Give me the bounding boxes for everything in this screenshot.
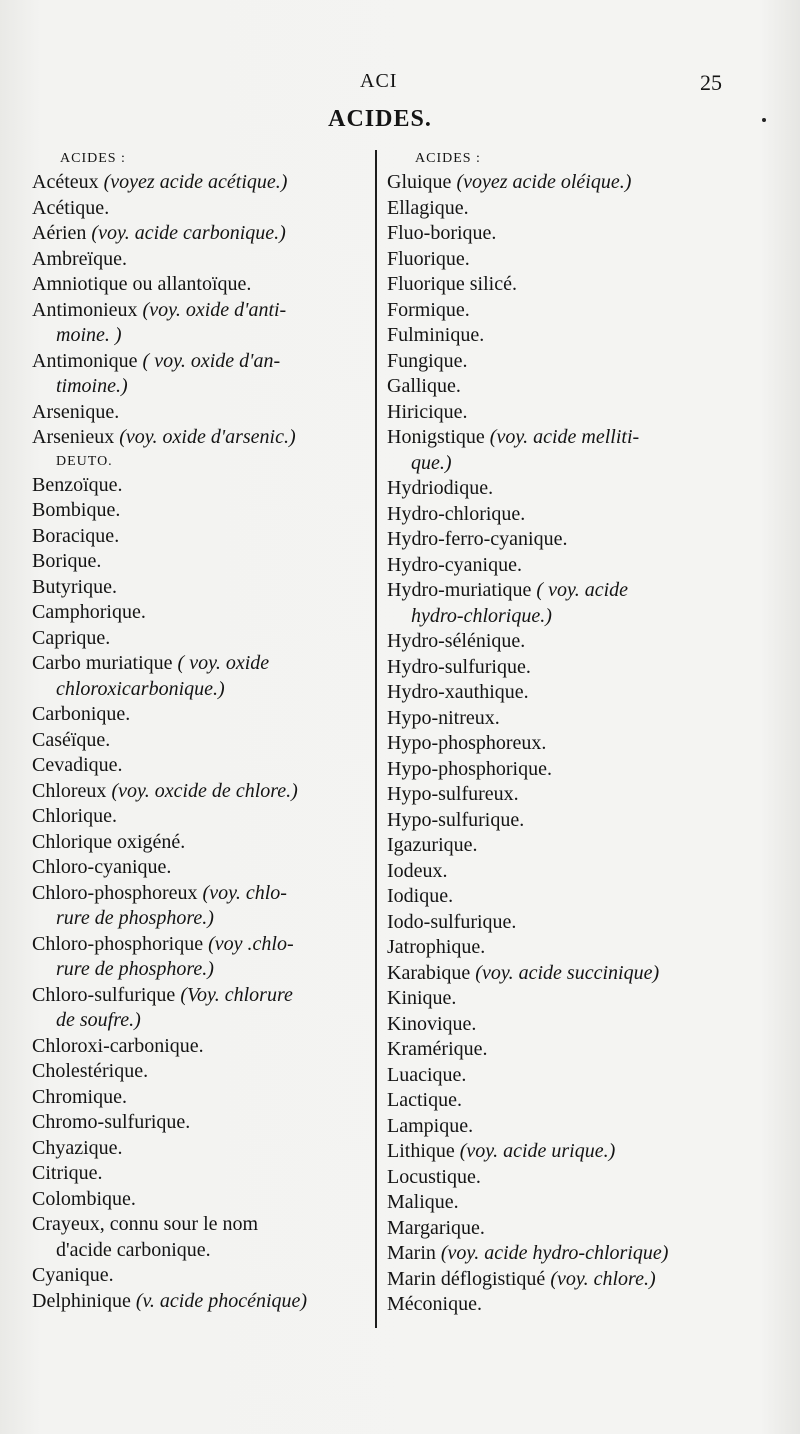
acid-entry — [32, 1110, 370, 1136]
acid-name: Hydro-xauthique. — [387, 681, 529, 703]
acid-name: Chloroxi-carbonique. — [32, 1034, 204, 1057]
acid-entry — [387, 884, 732, 910]
acid-name: Citrique. — [32, 1162, 103, 1184]
acid-name: Hydro-chlorique. — [387, 502, 526, 525]
acid-entry — [387, 655, 732, 681]
acid-name: Acéteux — [32, 171, 99, 193]
acid-entry — [32, 626, 370, 652]
acid-entry — [387, 1063, 732, 1089]
acid-entry — [32, 170, 370, 196]
acid-name: Fungique. — [387, 349, 468, 372]
acid-entry — [387, 527, 732, 553]
acid-name: Lampique. — [387, 1114, 474, 1137]
acid-name: Acétique. — [32, 196, 110, 219]
cross-reference-continuation: rure de phosphore.) — [56, 958, 214, 980]
acid-name: Hydro-cyanique. — [387, 553, 522, 576]
acid-name: Cevadique. — [32, 754, 123, 776]
cross-reference: (voyez acide oléique.) — [456, 171, 632, 193]
acid-entry — [32, 298, 370, 349]
acid-entry — [32, 728, 370, 754]
acid-name: Hydro-muriatique — [387, 579, 532, 601]
acid-name: Hydro-sulfurique. — [387, 655, 531, 678]
cross-reference-continuation: hydro-chlorique.) — [411, 604, 552, 627]
right-column — [387, 148, 732, 1318]
acid-entry — [32, 651, 370, 702]
cross-reference: (v. acide phocénique) — [135, 1289, 308, 1312]
acid-entry — [387, 1241, 732, 1267]
acid-entry — [387, 833, 732, 859]
acid-name: Gluique — [387, 171, 452, 193]
acid-entry — [32, 425, 370, 451]
acid-name: Caprique. — [32, 626, 111, 649]
acid-entry — [387, 757, 732, 783]
acid-name: Malique. — [387, 1191, 459, 1213]
acid-name: Kramérique. — [387, 1038, 488, 1060]
acid-name: Hypo-phosphorique. — [387, 757, 552, 780]
acid-entry — [32, 400, 370, 426]
acid-name: Cholestérique. — [32, 1060, 149, 1082]
acid-entry — [387, 298, 732, 324]
acid-entry — [387, 1190, 732, 1216]
acid-entry — [32, 600, 370, 626]
acid-name: Iodeux. — [387, 859, 448, 882]
acid-entry — [387, 553, 732, 579]
acid-name: Antimonique — [32, 349, 138, 372]
acid-entry — [387, 247, 732, 273]
acid-entry — [387, 221, 732, 247]
acid-entry — [32, 272, 370, 298]
acid-name: Butyrique. — [32, 575, 117, 598]
cross-reference-continuation: de soufre.) — [56, 1009, 141, 1031]
acid-entry — [387, 578, 732, 629]
acid-name: Chloro-phosphoreux — [32, 881, 198, 904]
acid-name: Jatrophique. — [387, 936, 486, 958]
acid-entry — [32, 983, 370, 1034]
acid-name: Chromique. — [32, 1085, 127, 1108]
acid-name: Chloro-cyanique. — [32, 856, 172, 878]
left-column — [32, 148, 370, 1314]
acid-name: Hydriodique. — [387, 477, 494, 499]
cross-reference-continuation: moine. ) — [56, 324, 122, 346]
cross-reference: ( voy. acide — [536, 579, 629, 601]
acid-entry — [387, 1114, 732, 1140]
cross-reference: ( voy. oxide — [177, 652, 270, 674]
acid-entry — [387, 961, 732, 987]
acid-entry — [387, 910, 732, 936]
acid-entry — [32, 1085, 370, 1111]
acid-entry — [32, 1187, 370, 1213]
acid-entry — [32, 549, 370, 575]
cross-reference: ( voy. oxide d'an- — [142, 349, 281, 372]
acid-entry — [32, 804, 370, 830]
acid-name: Hypo-phosphoreux. — [387, 732, 547, 754]
running-head — [0, 70, 800, 98]
acid-name: Lithique — [387, 1140, 455, 1162]
acid-name: Fluorique silicé. — [387, 273, 517, 295]
acid-name: Igazurique. — [387, 834, 478, 856]
acid-entry — [387, 1037, 732, 1063]
cross-reference: (voy. acide urique.) — [459, 1140, 616, 1162]
acid-name: Hypo-sulfurique. — [387, 808, 525, 831]
acid-entry — [32, 881, 370, 932]
acid-entry — [32, 1034, 370, 1060]
ink-speck — [762, 118, 766, 122]
acid-entry — [387, 272, 732, 298]
acid-name: Fulminique. — [387, 324, 485, 346]
cross-reference: (voy. acide hydro-chlorique) — [440, 1242, 669, 1264]
acid-entry — [387, 476, 732, 502]
right-column-heading: ACIDES : — [415, 151, 481, 166]
acid-name: Chlorique. — [32, 805, 117, 827]
acid-name: Bombique. — [32, 499, 121, 521]
acid-name: Hiricique. — [387, 400, 468, 423]
acid-name: Hypo-nitreux. — [387, 706, 500, 729]
acid-name: Aérien — [32, 222, 87, 244]
acid-entry — [387, 502, 732, 528]
acid-name: Ellagique. — [387, 196, 469, 219]
acid-entry — [32, 1136, 370, 1162]
cross-reference-continuation: rure de phosphore.) — [56, 907, 214, 929]
acid-name: Chromo-sulfurique. — [32, 1111, 191, 1133]
entry-continuation: d'acide carbonique. — [56, 1238, 211, 1261]
acid-name: Gallique. — [387, 375, 461, 397]
acid-entry — [387, 680, 732, 706]
acid-entry — [32, 473, 370, 499]
cross-reference: (voyez acide acétique.) — [103, 171, 288, 193]
acid-entry — [387, 935, 732, 961]
acid-entry — [387, 323, 732, 349]
acid-name: Marin — [387, 1242, 436, 1264]
acid-entry — [32, 221, 370, 247]
acid-name: Luacique. — [387, 1063, 467, 1086]
acid-entry — [387, 425, 732, 476]
acid-name: Chloreux — [32, 779, 107, 802]
acid-name: Marin déflogistiqué — [387, 1267, 546, 1290]
acid-entry — [387, 1292, 732, 1318]
acid-name: Karabique — [387, 961, 471, 984]
acid-entry — [32, 1161, 370, 1187]
cross-reference-continuation: chloroxicarbonique.) — [56, 677, 225, 700]
acid-entry — [32, 830, 370, 856]
acid-name: Chyazique. — [32, 1136, 123, 1159]
acid-name: Chloro-phosphorique — [32, 932, 204, 955]
acid-entry — [32, 753, 370, 779]
acid-name: Cyanique. — [32, 1264, 114, 1286]
acid-entry — [32, 524, 370, 550]
acid-entry — [387, 1088, 732, 1114]
acid-name: Amniotique ou allantoïque. — [32, 273, 252, 295]
acid-name: Antimonieux — [32, 298, 138, 321]
acid-entry — [387, 400, 732, 426]
acid-name: Borique. — [32, 550, 102, 572]
acid-name: Margarique. — [387, 1216, 485, 1239]
acid-entry — [32, 1059, 370, 1085]
acid-entry — [387, 374, 732, 400]
acid-entry — [32, 247, 370, 273]
section-title: ACIDES. — [328, 106, 432, 132]
acid-entry — [32, 575, 370, 601]
acid-name: Delphinique — [32, 1289, 131, 1312]
entry-columns — [30, 148, 740, 1338]
acid-name: Camphorique. — [32, 601, 146, 623]
acid-name: Benzoïque. — [32, 473, 123, 496]
acid-entry — [32, 779, 370, 805]
acid-name: Caséïque. — [32, 728, 111, 751]
left-column-heading: ACIDES : — [60, 151, 126, 166]
acid-name: Locustique. — [387, 1165, 481, 1188]
acid-name: Formique. — [387, 298, 470, 321]
acid-name: Ambreïque. — [32, 247, 127, 270]
acid-entry — [387, 1216, 732, 1242]
cross-reference: (voy. acide melliti- — [489, 426, 640, 448]
acid-entry — [32, 1212, 370, 1263]
cross-reference: (voy. chlore.) — [550, 1267, 656, 1290]
page-number: 25 — [700, 70, 722, 95]
acid-entry — [387, 782, 732, 808]
acid-name: Colombique. — [32, 1187, 136, 1210]
running-title: ACI — [360, 70, 398, 92]
acid-entry — [387, 808, 732, 834]
acid-name: Méconique. — [387, 1293, 482, 1315]
cross-reference: (Voy. chlorure — [180, 983, 293, 1006]
cross-reference: (voy. acide succinique) — [475, 961, 660, 984]
acid-entry — [387, 629, 732, 655]
cross-reference-continuation: timoine.) — [56, 375, 128, 397]
acid-entry — [387, 1012, 732, 1038]
cross-reference: (voy. oxide d'arsenic.) — [119, 426, 296, 448]
acid-entry — [32, 349, 370, 400]
acid-entry — [32, 855, 370, 881]
column-divider — [375, 150, 377, 1328]
acid-name: Chloro-sulfurique — [32, 983, 176, 1006]
acid-name: Hypo-sulfureux. — [387, 783, 519, 805]
acid-name: Lactique. — [387, 1089, 462, 1111]
acid-name: Fluo-borique. — [387, 222, 497, 244]
cross-reference: (voy. acide carbonique.) — [91, 222, 286, 244]
acid-entry — [387, 170, 732, 196]
acid-entry — [32, 1289, 370, 1315]
cross-reference: (voy. oxcide de chlore.) — [111, 779, 298, 802]
acid-entry — [387, 1139, 732, 1165]
acid-name: Carbonique. — [32, 703, 131, 725]
acid-entry — [32, 1263, 370, 1289]
acid-name: Iodo-sulfurique. — [387, 910, 517, 933]
acid-entry — [387, 859, 732, 885]
acid-entry — [387, 706, 732, 732]
acid-entry — [387, 1165, 732, 1191]
cross-reference: (voy. chlo- — [202, 881, 287, 904]
acid-entry — [32, 702, 370, 728]
acid-name: Chlorique oxigéné. — [32, 830, 186, 853]
acid-name: Fluorique. — [387, 247, 470, 270]
cross-reference: (voy. oxide d'anti- — [142, 298, 287, 321]
acid-name: Arsenieux — [32, 426, 115, 448]
acid-entry — [387, 1267, 732, 1293]
cross-reference-continuation: que.) — [411, 451, 452, 474]
acid-name: Iodique. — [387, 885, 454, 907]
acid-name: Crayeux, connu sour le nom — [32, 1213, 259, 1235]
acid-name: Kinique. — [387, 987, 457, 1009]
acid-name: Carbo muriatique — [32, 652, 173, 674]
acid-entry — [387, 986, 732, 1012]
acid-entry — [32, 196, 370, 222]
acid-name: Hydro-sélénique. — [387, 630, 526, 652]
acid-entry — [387, 731, 732, 757]
acid-name: Honigstique — [387, 426, 485, 448]
acid-name: Hydro-ferro-cyanique. — [387, 528, 568, 550]
acid-entry — [387, 349, 732, 375]
acid-name: Boracique. — [32, 524, 120, 547]
entry-subheading: DEUTO. — [56, 453, 113, 469]
acid-name: Arsenique. — [32, 400, 120, 423]
acid-name: Kinovique. — [387, 1012, 477, 1035]
cross-reference: (voy .chlo- — [208, 932, 294, 955]
acid-entry — [387, 196, 732, 222]
acid-entry — [32, 932, 370, 983]
acid-entry — [32, 498, 370, 524]
